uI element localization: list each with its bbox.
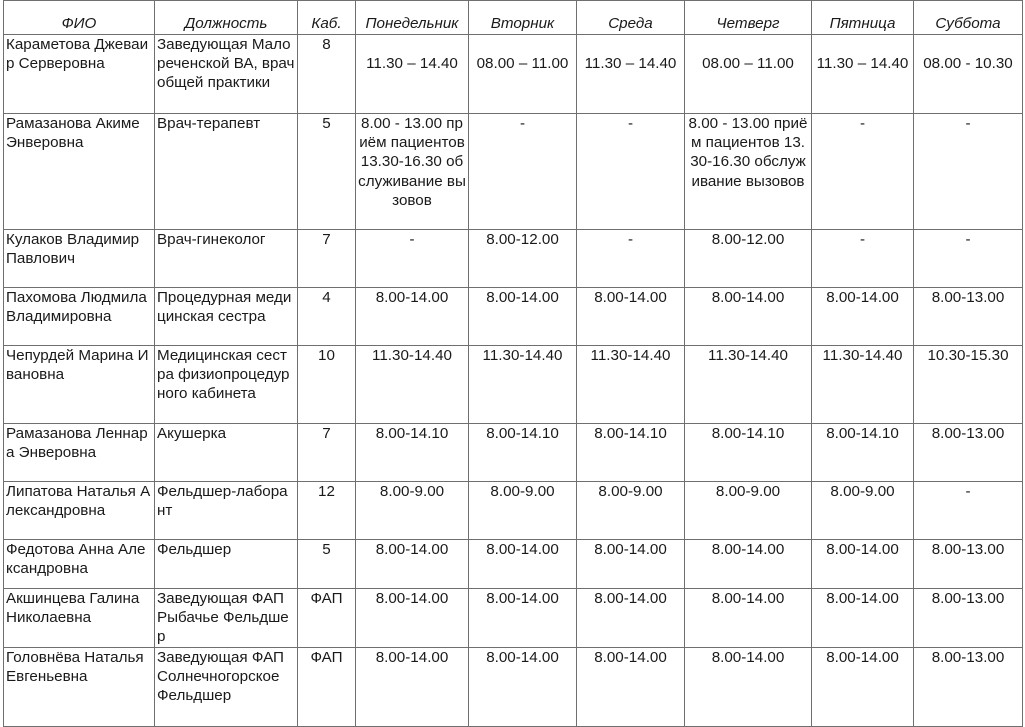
cabinet-cell-text: 8 bbox=[322, 36, 331, 53]
friday-hours-cell-text: 8.00-14.00 bbox=[826, 289, 899, 306]
tuesday-hours-cell bbox=[469, 589, 577, 648]
position-cell-text: Заведующая ФАП Солнечногорское Фельдшер bbox=[157, 648, 284, 705]
position-cell-text: Акушерка bbox=[157, 425, 227, 442]
saturday-hours-cell-text: 8.00-13.00 bbox=[931, 425, 1005, 442]
saturday-hours-cell bbox=[914, 288, 1023, 346]
tuesday-hours-cell-text: 08.00 – 11.00 bbox=[476, 55, 569, 72]
wednesday-hours-cell-text: 8.00-14.00 bbox=[594, 590, 667, 607]
saturday-hours-cell bbox=[914, 482, 1023, 540]
monday-hours-cell-text: 8.00-14.00 bbox=[375, 590, 449, 607]
wednesday-hours-cell-text: - bbox=[627, 115, 634, 132]
wednesday-hours-cell bbox=[577, 482, 685, 540]
tuesday-hours-cell bbox=[469, 424, 577, 482]
thursday-hours-cell-text: 8.00-14.00 bbox=[711, 541, 785, 558]
table-row bbox=[4, 589, 1023, 648]
saturday-hours-cell-text: - bbox=[965, 231, 971, 248]
friday-hours-cell bbox=[812, 424, 914, 482]
wednesday-hours-cell-text: 11.30 – 14.40 bbox=[584, 55, 677, 72]
monday-hours-cell bbox=[356, 288, 469, 346]
monday-hours-cell bbox=[356, 647, 469, 726]
wednesday-hours-cell-text: 8.00-14.00 bbox=[594, 289, 667, 306]
monday-hours-cell-text: 8.00-14.00 bbox=[375, 289, 449, 306]
wednesday-hours-cell-text: 8.00-9.00 bbox=[598, 483, 663, 500]
header-monday: Понедельник bbox=[356, 1, 469, 35]
saturday-hours-cell-text: 8.00-13.00 bbox=[931, 541, 1005, 558]
tuesday-hours-cell bbox=[469, 230, 577, 288]
header-friday: Пятница bbox=[812, 1, 914, 35]
friday-hours-cell bbox=[812, 288, 914, 346]
friday-hours-cell bbox=[812, 230, 914, 288]
employee-name-cell-text: Акшинцева Галина Николаевна bbox=[6, 590, 140, 627]
tuesday-hours-cell-text: 8.00-14.00 bbox=[486, 541, 559, 558]
wednesday-hours-cell bbox=[577, 647, 685, 726]
employee-name-cell bbox=[4, 230, 155, 288]
position-cell-text: Заведующая Малореченской ВА, врач общей практики bbox=[157, 36, 295, 92]
friday-hours-cell-text: 8.00-14.00 bbox=[826, 541, 899, 558]
thursday-hours-cell-text: 8.00-14.00 bbox=[711, 590, 785, 607]
monday-hours-cell-text: 8.00-14.00 bbox=[375, 541, 449, 558]
cabinet-cell bbox=[298, 288, 356, 346]
monday-hours-cell-text: 11.30-14.40 bbox=[372, 347, 452, 364]
table-row bbox=[4, 647, 1023, 726]
wednesday-hours-cell bbox=[577, 114, 685, 230]
thursday-hours-cell bbox=[685, 540, 812, 589]
wednesday-hours-cell-text: 11.30-14.40 bbox=[590, 347, 671, 364]
wednesday-hours-cell bbox=[577, 230, 685, 288]
position-cell-text: Заведующая ФАП Рыбачье Фельдшер bbox=[157, 590, 289, 646]
friday-hours-cell-text: 8.00-9.00 bbox=[830, 483, 895, 500]
cabinet-cell bbox=[298, 346, 356, 424]
employee-name-cell bbox=[4, 540, 155, 589]
thursday-hours-cell-text: 11.30-14.40 bbox=[708, 347, 788, 364]
position-cell-text: Фельдшер-лаборант bbox=[157, 483, 288, 520]
cabinet-cell bbox=[298, 482, 356, 540]
position-cell bbox=[155, 482, 298, 540]
header-row bbox=[4, 1, 1023, 35]
employee-name-cell-text: Головнёва Наталья Евгеньевна bbox=[6, 648, 144, 685]
cabinet-cell-text: 7 bbox=[322, 425, 331, 442]
tuesday-hours-cell bbox=[469, 540, 577, 589]
header-thursday: Четверг bbox=[685, 1, 812, 35]
wednesday-hours-cell-text: 8.00-14.10 bbox=[594, 425, 667, 442]
position-cell bbox=[155, 647, 298, 726]
position-cell bbox=[155, 589, 298, 648]
monday-hours-cell bbox=[356, 424, 469, 482]
saturday-hours-cell-text: 8.00-13.00 bbox=[931, 590, 1005, 607]
table-row bbox=[4, 346, 1023, 424]
cabinet-cell-text: 5 bbox=[322, 541, 331, 558]
employee-name-cell bbox=[4, 589, 155, 648]
table-row bbox=[4, 482, 1023, 540]
tuesday-hours-cell-text: 8.00-9.00 bbox=[490, 483, 555, 500]
employee-name-cell bbox=[4, 482, 155, 540]
friday-hours-cell bbox=[812, 35, 914, 114]
cabinet-cell bbox=[298, 647, 356, 726]
monday-hours-cell bbox=[356, 35, 469, 114]
schedule-table bbox=[3, 0, 1023, 727]
saturday-hours-cell bbox=[914, 424, 1023, 482]
wednesday-hours-cell-text: 8.00-14.00 bbox=[594, 648, 667, 666]
friday-hours-cell-text: - bbox=[859, 115, 866, 132]
saturday-hours-cell-text: - bbox=[965, 483, 971, 500]
employee-name-cell-text: Кулаков Владимир Павлович bbox=[6, 231, 140, 268]
monday-hours-cell bbox=[356, 346, 469, 424]
tuesday-hours-cell bbox=[469, 647, 577, 726]
monday-hours-cell bbox=[356, 589, 469, 648]
cabinet-cell bbox=[298, 589, 356, 648]
header-cabinet: Каб. bbox=[298, 1, 356, 35]
thursday-hours-cell-text: 8.00 - 13.00 приём пациентов 13.30-16.30 обслуживание вызовов bbox=[688, 115, 808, 190]
friday-hours-cell bbox=[812, 482, 914, 540]
header-saturday: Суббота bbox=[914, 1, 1023, 35]
header-position: Должность bbox=[155, 1, 298, 35]
monday-hours-cell bbox=[356, 540, 469, 589]
saturday-hours-cell bbox=[914, 589, 1023, 648]
thursday-hours-cell-text: 8.00-12.00 bbox=[711, 231, 785, 248]
employee-name-cell bbox=[4, 35, 155, 114]
monday-hours-cell-text: 11.30 – 14.40 bbox=[366, 55, 458, 72]
tuesday-hours-cell bbox=[469, 114, 577, 230]
monday-hours-cell bbox=[356, 230, 469, 288]
position-cell-text: Фельдшер bbox=[157, 541, 232, 558]
table-row bbox=[4, 35, 1023, 114]
table-row bbox=[4, 288, 1023, 346]
position-cell bbox=[155, 424, 298, 482]
employee-name-cell bbox=[4, 647, 155, 726]
wednesday-hours-cell bbox=[577, 35, 685, 114]
thursday-hours-cell-text: 8.00-9.00 bbox=[715, 483, 781, 500]
tuesday-hours-cell bbox=[469, 35, 577, 114]
friday-hours-cell-text: - bbox=[859, 231, 866, 248]
thursday-hours-cell bbox=[685, 647, 812, 726]
cabinet-cell-text: 12 bbox=[318, 483, 335, 500]
tuesday-hours-cell-text: - bbox=[519, 115, 526, 132]
tuesday-hours-cell bbox=[469, 288, 577, 346]
position-cell bbox=[155, 540, 298, 589]
table-row bbox=[4, 230, 1023, 288]
saturday-hours-cell-text: 08.00 - 10.30 bbox=[923, 55, 1013, 72]
header-fio: ФИО bbox=[4, 1, 155, 35]
employee-name-cell-text: Пахомова Людмила Владимировна bbox=[6, 289, 147, 326]
friday-hours-cell bbox=[812, 114, 914, 230]
friday-hours-cell-text: 8.00-14.00 bbox=[826, 590, 899, 607]
tuesday-hours-cell bbox=[469, 482, 577, 540]
wednesday-hours-cell-text: - bbox=[627, 231, 634, 248]
monday-hours-cell bbox=[356, 482, 469, 540]
saturday-hours-cell-text: 8.00-13.00 bbox=[931, 289, 1005, 306]
position-cell-text: Медицинская сестра физиопроцедурного кабинета bbox=[157, 347, 290, 403]
position-cell bbox=[155, 346, 298, 424]
table-row bbox=[4, 540, 1023, 589]
thursday-hours-cell bbox=[685, 482, 812, 540]
employee-name-cell-text: Липатова Наталья Александровна bbox=[6, 483, 151, 520]
thursday-hours-cell bbox=[685, 114, 812, 230]
tuesday-hours-cell-text: 8.00-14.10 bbox=[486, 425, 559, 442]
cabinet-cell-text: 7 bbox=[322, 231, 331, 248]
thursday-hours-cell bbox=[685, 230, 812, 288]
thursday-hours-cell-text: 8.00-14.00 bbox=[711, 648, 785, 666]
tuesday-hours-cell bbox=[469, 346, 577, 424]
monday-hours-cell-text: 8.00-14.00 bbox=[375, 648, 449, 666]
cabinet-cell bbox=[298, 35, 356, 114]
friday-hours-cell bbox=[812, 540, 914, 589]
employee-name-cell bbox=[4, 288, 155, 346]
table-row bbox=[4, 424, 1023, 482]
cabinet-cell-text: 5 bbox=[322, 115, 331, 132]
tuesday-hours-cell-text: 11.30-14.40 bbox=[482, 347, 563, 364]
saturday-hours-cell bbox=[914, 230, 1023, 288]
cabinet-cell-text: ФАП bbox=[310, 590, 343, 607]
wednesday-hours-cell bbox=[577, 288, 685, 346]
cabinet-cell-text: ФАП bbox=[310, 648, 343, 666]
friday-hours-cell-text: 11.30-14.40 bbox=[822, 347, 903, 364]
thursday-hours-cell bbox=[685, 35, 812, 114]
saturday-hours-cell-text: 10.30-15.30 bbox=[927, 347, 1009, 364]
saturday-hours-cell-text: 8.00-13.00 bbox=[931, 648, 1005, 666]
friday-hours-cell-text: 8.00-14.10 bbox=[826, 425, 899, 442]
friday-hours-cell bbox=[812, 647, 914, 726]
monday-hours-cell bbox=[356, 114, 469, 230]
tuesday-hours-cell-text: 8.00-12.00 bbox=[486, 231, 559, 248]
monday-hours-cell-text: - bbox=[409, 231, 415, 248]
table-row bbox=[4, 114, 1023, 230]
tuesday-hours-cell-text: 8.00-14.00 bbox=[486, 289, 559, 306]
thursday-hours-cell bbox=[685, 288, 812, 346]
wednesday-hours-cell bbox=[577, 589, 685, 648]
saturday-hours-cell bbox=[914, 540, 1023, 589]
cabinet-cell-text: 10 bbox=[318, 347, 335, 364]
monday-hours-cell-text: 8.00 - 13.00 приём пациентов 13.30-16.30 обслуживание вызовов bbox=[358, 115, 466, 209]
employee-name-cell-text: Рамазанова Леннара Энверовна bbox=[6, 425, 148, 462]
header-tuesday: Вторник bbox=[469, 1, 577, 35]
position-cell-text: Процедурная медицинская сестра bbox=[157, 289, 292, 326]
saturday-hours-cell bbox=[914, 35, 1023, 114]
employee-name-cell-text: Рамазанова Акиме Энверовна bbox=[6, 115, 140, 152]
position-cell bbox=[155, 114, 298, 230]
tuesday-hours-cell-text: 8.00-14.00 bbox=[486, 648, 559, 666]
thursday-hours-cell-text: 8.00-14.10 bbox=[711, 425, 785, 442]
wednesday-hours-cell bbox=[577, 540, 685, 589]
thursday-hours-cell-text: 8.00-14.00 bbox=[711, 289, 785, 306]
position-cell-text: Врач-терапевт bbox=[157, 115, 261, 132]
cabinet-cell bbox=[298, 230, 356, 288]
friday-hours-cell bbox=[812, 346, 914, 424]
monday-hours-cell-text: 8.00-9.00 bbox=[379, 483, 445, 500]
employee-name-cell-text: Караметова Джеваир Серверовна bbox=[6, 36, 149, 73]
header-wednesday: Среда bbox=[577, 1, 685, 35]
thursday-hours-cell-text: 08.00 – 11.00 bbox=[702, 55, 794, 72]
saturday-hours-cell bbox=[914, 647, 1023, 726]
thursday-hours-cell bbox=[685, 424, 812, 482]
cabinet-cell-text: 4 bbox=[322, 289, 331, 306]
saturday-hours-cell-text: - bbox=[965, 115, 971, 132]
cabinet-cell bbox=[298, 114, 356, 230]
saturday-hours-cell bbox=[914, 114, 1023, 230]
employee-name-cell-text: Федотова Анна Александровна bbox=[6, 541, 146, 578]
employee-name-cell bbox=[4, 346, 155, 424]
wednesday-hours-cell bbox=[577, 424, 685, 482]
cabinet-cell bbox=[298, 540, 356, 589]
wednesday-hours-cell-text: 8.00-14.00 bbox=[594, 541, 667, 558]
tuesday-hours-cell-text: 8.00-14.00 bbox=[486, 590, 559, 607]
employee-name-cell bbox=[4, 114, 155, 230]
wednesday-hours-cell bbox=[577, 346, 685, 424]
friday-hours-cell-text: 8.00-14.00 bbox=[826, 648, 899, 666]
position-cell bbox=[155, 230, 298, 288]
employee-name-cell-text: Чепурдей Марина Ивановна bbox=[6, 347, 149, 384]
position-cell bbox=[155, 288, 298, 346]
monday-hours-cell-text: 8.00-14.10 bbox=[375, 425, 449, 442]
employee-name-cell bbox=[4, 424, 155, 482]
saturday-hours-cell bbox=[914, 346, 1023, 424]
thursday-hours-cell bbox=[685, 346, 812, 424]
friday-hours-cell-text: 11.30 – 14.40 bbox=[816, 55, 909, 72]
position-cell bbox=[155, 35, 298, 114]
position-cell-text: Врач-гинеколог bbox=[157, 231, 266, 248]
friday-hours-cell bbox=[812, 589, 914, 648]
thursday-hours-cell bbox=[685, 589, 812, 648]
cabinet-cell bbox=[298, 424, 356, 482]
